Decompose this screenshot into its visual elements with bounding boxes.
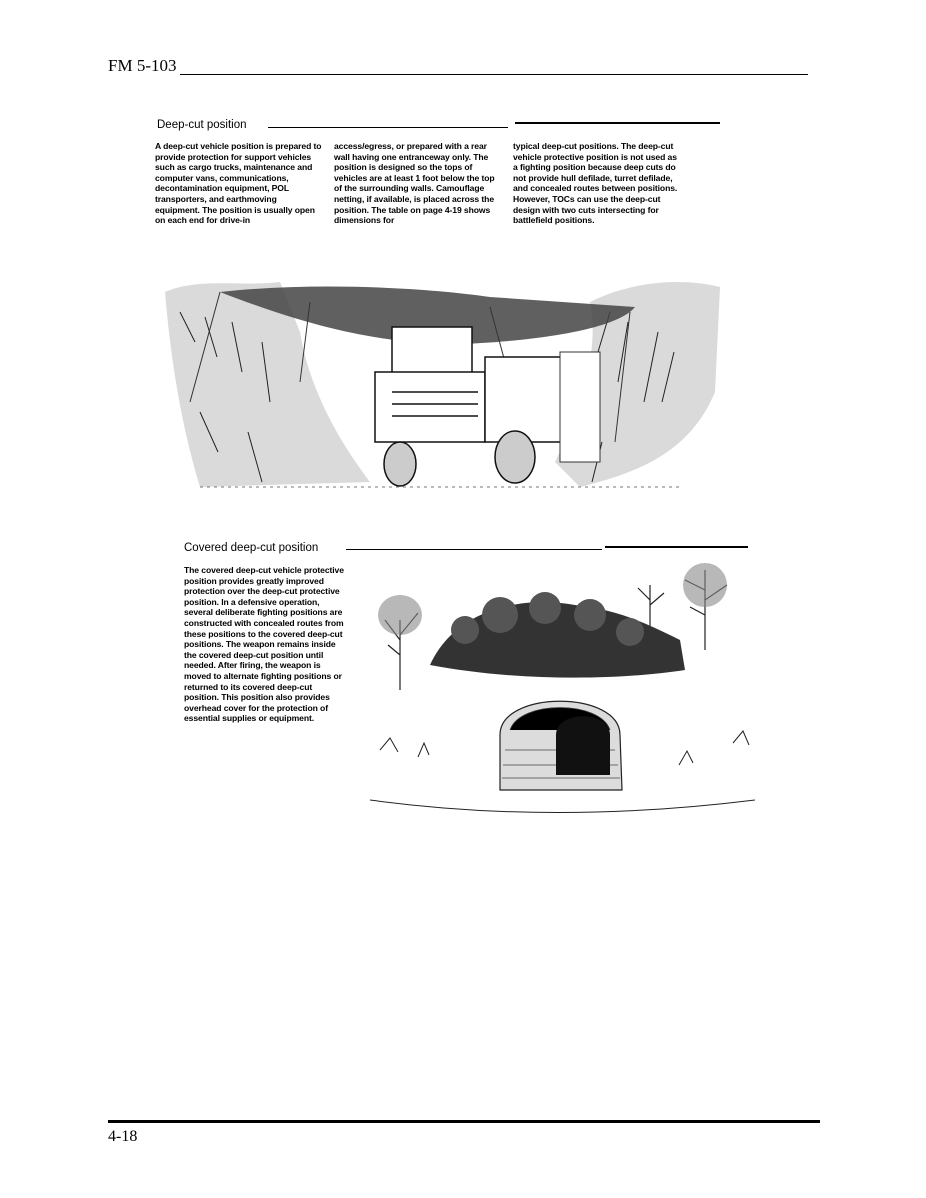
page-number: 4-18	[108, 1128, 138, 1145]
deep-cut-title: Deep-cut position	[157, 119, 247, 131]
deep-cut-title-rule-thick	[515, 122, 720, 124]
deep-cut-text-col-3: typical deep-cut positions. The deep-cut vehicle protective position is not used as a fighting position because deep cuts do not provide hull defilade, turret defilade, and concealed routes between positions. However, TOCs can use the deep-cut design with two cuts intersecting for battlefield positions.	[513, 141, 678, 226]
covered-deep-cut-title: Covered deep-cut position	[184, 542, 319, 554]
deep-cut-text-col-1: A deep-cut vehicle position is prepared to provide protection for support vehicles such as cargo trucks, maintenance and computer vans, communications, decontamination equipment, POL transporters, and earthmoving equipment. The position is usually open on each end for drive-in	[155, 141, 322, 226]
deep-cut-text-col-2: access/egress, or prepared with a rear wall having one entranceway only. The position is designed so the tops of vehicles are at least 1 foot below the top of the surrounding walls. Camouflage netting, if available, is placed across the position. The table on page 4-19 shows dimensions for	[334, 141, 495, 226]
footer-rule	[108, 1120, 820, 1123]
header-rule	[180, 74, 808, 75]
deep-cut-illustration	[160, 272, 730, 532]
deep-cut-title-rule	[268, 127, 508, 128]
covered-deep-cut-title-rule-thick	[605, 546, 748, 548]
document-code: FM 5-103	[108, 56, 177, 75]
truck-icon	[375, 327, 575, 486]
covered-deep-cut-title-rule	[346, 549, 602, 550]
covered-deep-cut-illustration	[360, 560, 760, 825]
covered-deep-cut-text: The covered deep-cut vehicle protective position provides greatly improved protection over the deep-cut protective position. In a defensive operation, several deliberate fighting positions are constructed with concealed routes from these positions to the covered deep-cut positions. The weapon remains inside the covered deep-cut position until needed. After firing, the weapon is moved to alternate fighting positions or returned to its covered deep-cut position. This position also provides overhead cover for the protection of essential supplies or equipment.	[184, 565, 344, 724]
